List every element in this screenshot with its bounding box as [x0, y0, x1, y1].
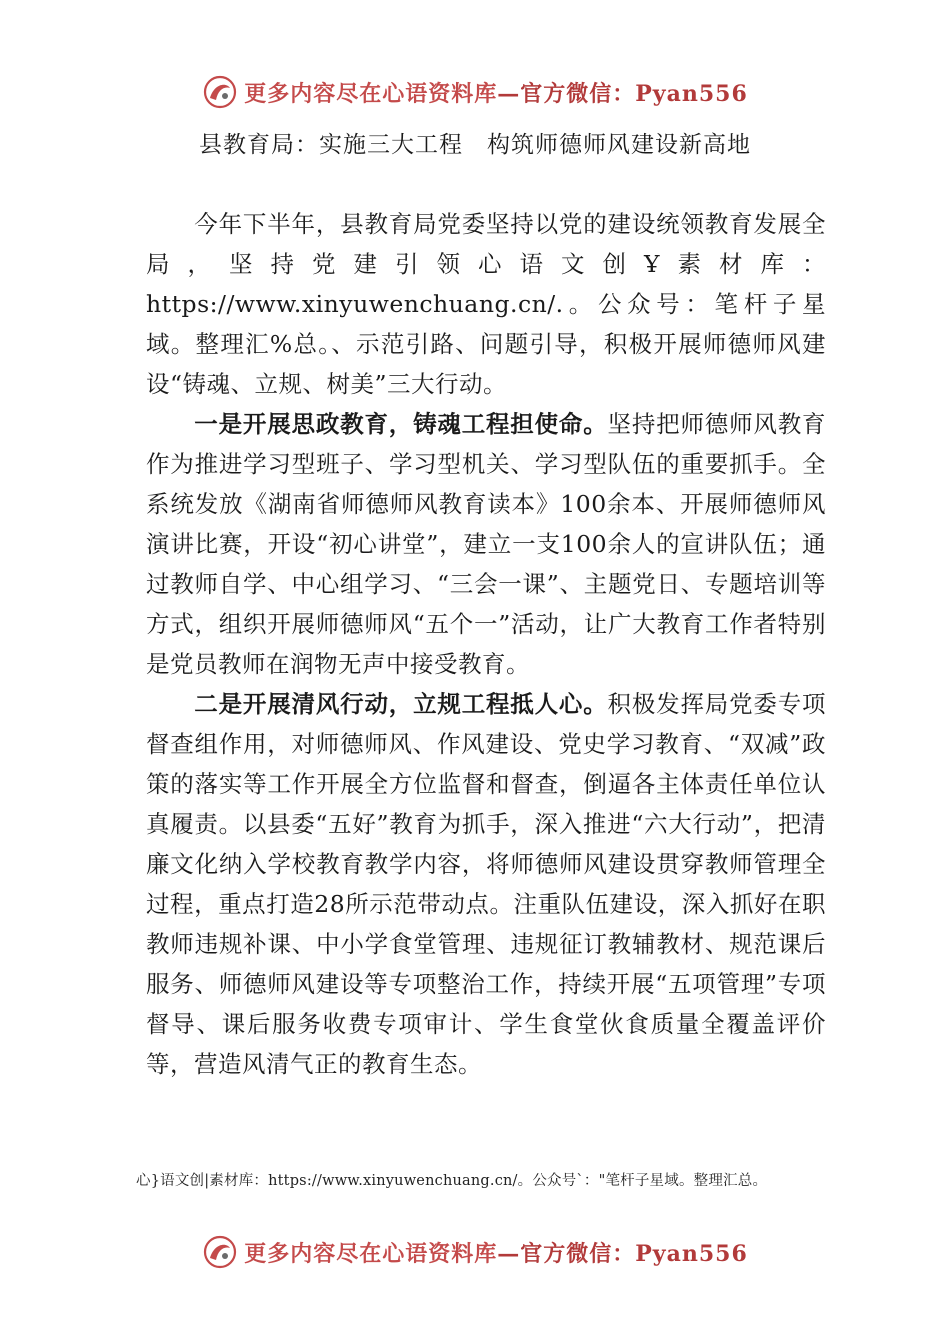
logo-icon [202, 74, 238, 110]
banner-text: 更多内容尽在心语资料库—官方微信：Pyan556 [244, 1240, 748, 1267]
footer-banner [0, 1232, 950, 1272]
paragraph-two: 二是开展清风行动，立规工程抵人心。积极发挥局党委专项督查组作用，对师德师风、作风建设、党史学习教育、“双减”政策的落实等工作开展全方位监督和督查，倒逼各主体责任单位认真履责。以县委“五好”教育为抓手，深入推进“六大行动”，把清廉文化纳入学校教育教学内容，将师德师风建设贯穿教师管理全过程，重点打造28所示范带动点。注重队伍建设，深入抓好在职教师违规补课、中小学食堂管理、违规征订教辅教材、规范课后服务、师德师风建设等专项整治工作，持续开展“五项管理”专项督导、课后服务收费专项审计、学生食堂伙食质量全覆盖评价等，营造风清气正的教育生态。 [146, 690, 827, 1078]
page-title: 县教育局：实施三大工程 构筑师德师风建设新高地 [199, 132, 751, 158]
footnote: 心}语文创|素材库：https://www.xinyuwenchuang.cn/。公众号`："笔杆子星域。整理汇总。 [136, 1173, 768, 1189]
article-body [146, 204, 826, 1084]
logo-icon [202, 1234, 238, 1270]
paragraph-one: 一是开展思政教育，铸魂工程担使命。坚持把师德师风教育作为推进学习型班子、学习型机关、学习型队伍的重要抓手。全系统发放《湖南省师德师风教育读本》100余本、开展师德师风演讲比赛，开设“初心讲堂”，建立一支100余人的宣讲队伍；通过教师自学、中心组学习、“三会一课”、主题党日、专题培训等方式，组织开展师德师风“五个一”活动，让广大教育工作者特别是党员教师在润物无声中接受教育。 [146, 410, 827, 678]
banner-text: 更多内容尽在心语资料库—官方微信：Pyan556 [244, 80, 748, 107]
paragraph-intro: 今年下半年，县教育局党委坚持以党的建设统领教育发展全局，坚持党建引领心语文创Ұ素材库：https://www.xinyuwenchuang.cn/.。公众号：笔杆子星域。整理汇%总。、示范引路、问题引导，积极开展师德师风建设“铸魂、立规、树美”三大行动。 [146, 210, 826, 398]
header-banner [0, 72, 950, 112]
